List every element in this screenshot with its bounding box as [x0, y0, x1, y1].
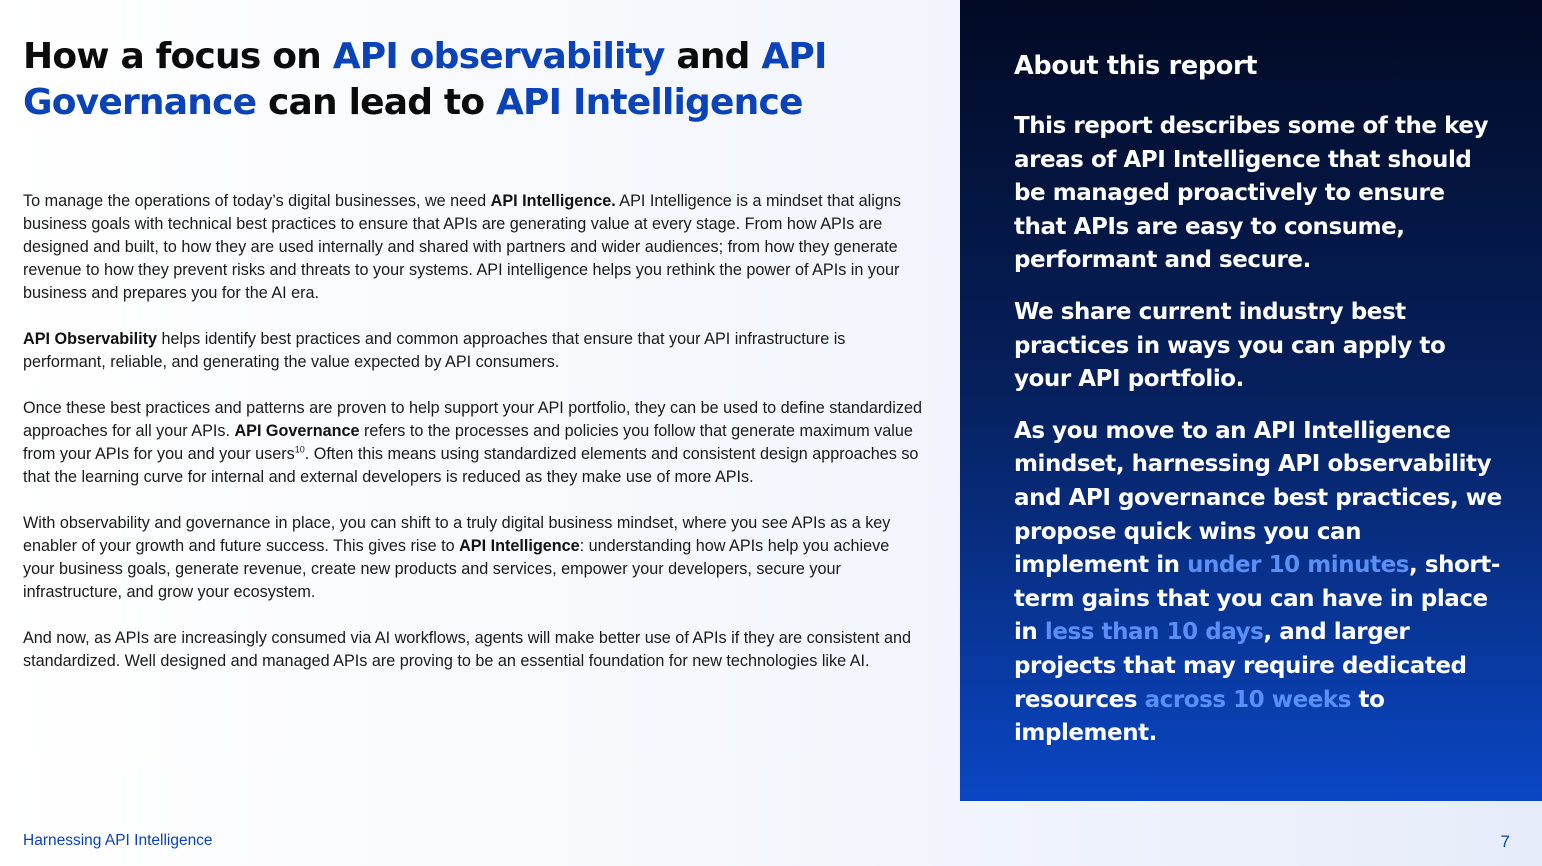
title-text: How a focus on	[23, 36, 333, 77]
paragraph-ai: And now, as APIs are increasingly consumed via AI workflows, agents will make better use of APIs if they are consistent and standardized. Well designed and managed APIs are proving to be an essential foundation for new technologies like AI.	[23, 629, 912, 670]
highlight-under-10-minutes: under 10 minutes	[1187, 552, 1410, 579]
paragraph-intelligence: With observability and governance in place, you can shift to a truly digital business mindset, where you see APIs as a key enabler of your growth and future success. This gives rise to API Intelligence: understanding how APIs help you achieve your business goals, generate revenue, create new products and services, empower your developers, secure your infrastructure, and grow your ecosystem.	[23, 514, 891, 601]
title-highlight-governance: API Governance	[23, 36, 827, 123]
body-text	[23, 190, 923, 696]
paragraph-intro: To manage the operations of today’s digital businesses, we need API Intelligence. API Intelligence is a mindset that aligns business goals with technical best practices to ensure that APIs are generating value at every stage. From how APIs are designed and built, to how they are used internally and shared with partners and wider audiences; from how they generate revenue to how they prevent risks and threats to your systems. API intelligence helps you rethink the power of APIs in your business and prepares you for the AI era.	[23, 192, 901, 302]
title-highlight-observability: API observability	[332, 36, 665, 77]
about-panel	[960, 0, 1542, 801]
term-api-governance: API Governance	[234, 422, 360, 440]
footnote-ref[interactable]: 10	[294, 444, 305, 455]
paragraph-observability: API Observability helps identify best practices and common approaches that ensure that your API infrastructure is performant, reliable, and generating the value expected by API consumers.	[23, 330, 846, 371]
footer-title: Harnessing API Intelligence	[23, 832, 213, 849]
highlight-less-than-10-days: less than 10 days	[1044, 619, 1264, 646]
term-api-intelligence: API Intelligence	[459, 537, 580, 555]
term-api-observability: API Observability	[23, 330, 158, 348]
term-api-intelligence: API Intelligence.	[490, 192, 616, 210]
paragraph-governance: Once these best practices and patterns are proven to help support your API portfolio, they can be used to define standardized approaches for all your APIs. API Governance refers to the processes and policies you follow that generate maximum value from your APIs for you and your users$^{10}$. Often this means using standardized elements and consistent design approaches so that the learning curve for internal and external developers is reduced as they make use of more APIs.	[23, 399, 922, 486]
title-text: can lead to	[256, 82, 496, 123]
highlight-across-10-weeks: across 10 weeks	[1144, 686, 1351, 713]
about-title: About this report	[1014, 51, 1258, 81]
about-paragraph: This report describes some of the key areas of API Intelligence that should be managed proactively to ensure that APIs are easy to consume, performant and secure.	[1014, 113, 1489, 274]
page-title	[23, 34, 923, 126]
title-highlight-intelligence: API Intelligence	[496, 82, 803, 123]
page-number: 7	[1500, 832, 1510, 851]
about-paragraph: We share current industry best practices in ways you can apply to your API portfolio.	[1014, 298, 1446, 393]
title-text: and	[664, 36, 762, 77]
about-paragraph: As you move to an API Intelligence mindset, harnessing API observability and API governance best practices, we propose quick wins you can implement in under 10 minutes, short-term gains that you can have in place in less than 10 days, and larger projects that may require dedicated resources across 10 weeks to implement.	[1014, 417, 1502, 747]
